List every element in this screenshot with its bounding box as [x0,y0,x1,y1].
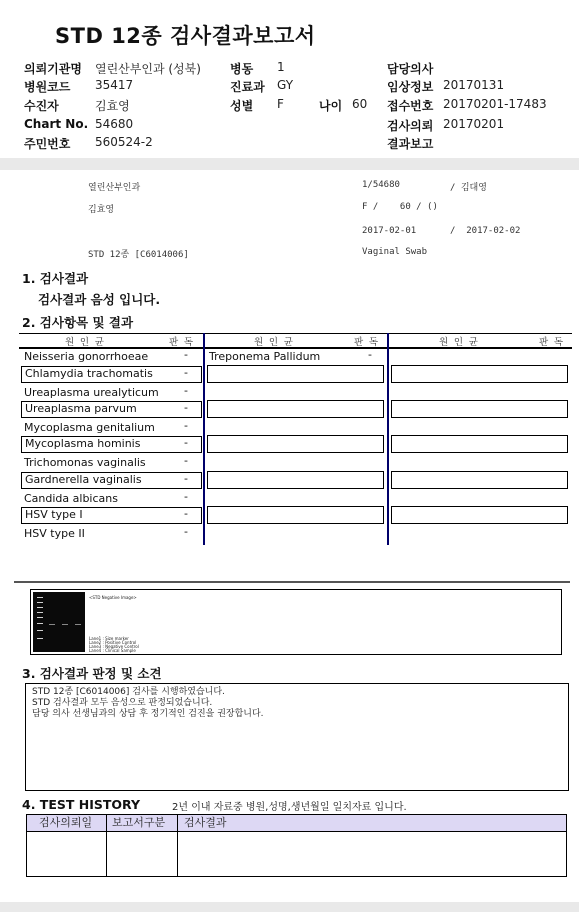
organism-row [24,456,146,469]
col-organism-2: 원 인 균 [254,337,293,348]
patient-value: 김효영 [95,99,130,113]
ward-label: 병동 [230,62,254,76]
empty-cell [207,471,384,489]
request-value: 20170201 [443,117,505,131]
section2-title: 2. 검사항목 및 결과 [22,315,134,330]
opinion-line: 담당 의사 선생님과의 상담 후 정기적인 검진을 권장합니다. [32,709,264,719]
gel-legend-item: Lane1 : Size marker [89,636,129,641]
hospital-code-value: 35417 [95,78,134,92]
column-divider [106,815,107,876]
sub-test-code: STD 12종 [C6014006] [88,250,189,260]
report-title: STD 12종 검사결과보고서 [55,24,316,48]
opinion-line: STD 12종 [C6014006] 검사를 시행하였습니다. [32,687,225,697]
patient-label: 수진자 [24,99,59,113]
empty-cell [391,471,568,489]
organism-name: Ureaplasma parvum [25,402,137,415]
section1-result: 검사결과 음성 입니다. [38,292,161,307]
history-table [26,814,567,877]
empty-cell [207,400,384,418]
organism-result: - [184,507,188,520]
gel-legend-item: Lane3 : Negative Control [89,644,139,649]
page-footer-band [0,902,579,912]
opinion-line: STD 검사결과 모두 음성으로 판정되었습니다. [32,698,213,708]
empty-cell [207,506,384,524]
sub-clinic: 열린산부인과 [88,183,141,193]
organism-row [209,350,320,363]
col-judgement-2: 판 독 [354,337,379,348]
clinical-label: 임상정보 [387,80,434,94]
page-separator [0,158,579,170]
organism-name: Chlamydia trachomatis [25,367,153,380]
chart-label: Chart No. [24,117,89,131]
hospital-code-label: 병원코드 [24,80,71,94]
organism-row [21,507,202,524]
age-label: 나이 [319,99,343,113]
receipt-value: 20170201-17483 [443,97,547,111]
column-divider [387,333,389,545]
organism-result: - [184,419,188,432]
ward-value: 1 [277,60,285,74]
section4-title: 4. TEST HISTORY [22,797,141,812]
organism-name: Treponema Pallidum [209,350,321,363]
organism-result: - [184,490,188,503]
clinical-value: 20170131 [443,78,505,92]
organism-name: HSV type I [25,508,83,521]
organism-result: - [368,348,372,361]
empty-cell [391,435,568,453]
sub-doctor: / 김대영 [450,183,487,193]
chart-value: 54680 [95,117,134,131]
dept-label: 진료과 [230,80,265,94]
sub-specimen: Vaginal Swab [362,247,428,257]
organism-name: Mycoplasma hominis [25,437,141,450]
organism-row [24,386,159,399]
organism-result: - [184,436,188,449]
institution-value: 열린산부인과 (성북) [95,62,201,76]
sub-chart-ref: 1/54680 [362,180,400,190]
col-judgement-3: 판 독 [539,337,564,348]
organism-row [21,472,202,489]
divider [14,581,570,583]
empty-cell [207,435,384,453]
organism-result: - [184,401,188,414]
section3-title: 3. 검사결과 판정 및 소견 [22,666,162,681]
gel-legend-item: Lane2 : Positive Control [89,640,137,645]
institution-label: 의뢰기관명 [24,62,82,76]
organism-name: HSV type II [24,527,85,540]
request-label: 검사의뢰 [387,119,434,133]
section1-title: 1. 검사결과 [22,271,89,286]
organism-result: - [184,384,188,397]
organism-table-header [19,333,572,349]
empty-cell [391,365,568,383]
organism-result: - [184,366,188,379]
gel-image-frame [30,589,562,655]
organism-row [24,350,148,363]
empty-cell [391,506,568,524]
organism-row [21,436,202,453]
organism-row [24,421,155,434]
col-organism-3: 원 인 균 [439,337,478,348]
col-judgement-1: 판 독 [169,337,194,348]
sex-value: F [277,97,284,111]
sub-date-from: 2017-02-01 [362,226,417,236]
organism-result: - [184,454,188,467]
organism-row [21,366,202,383]
organism-name: Mycoplasma genitalium [24,421,155,434]
empty-cell [207,365,384,383]
column-divider [177,815,178,876]
organism-name: Trichomonas vaginalis [24,456,146,469]
history-col-request-date: 검사의뢰일 [39,816,93,829]
opinion-box [25,683,569,791]
history-table-header [27,815,566,832]
organism-row [24,492,118,505]
organism-row [24,527,85,540]
receipt-label: 접수번호 [387,99,434,113]
gel-legend-item: Lane4 : Clinical Sample [89,648,136,653]
id-label: 주민번호 [24,137,71,151]
sex-label: 성별 [230,99,254,113]
history-note: 2년 이내 자료중 병원,성명,생년월일 일치자료 입니다. [172,802,407,813]
organism-result: - [184,525,188,538]
organism-name: Gardnerella vaginalis [25,473,142,486]
organism-name: Candida albicans [24,492,118,505]
history-col-report-type: 보고서구분 [112,816,166,829]
id-value: 560524-2 [95,135,153,149]
sub-date-to: / 2017-02-02 [450,226,521,236]
empty-cell [391,400,568,418]
dept-value: GY [277,78,294,92]
col-organism-1: 원 인 균 [65,337,104,348]
report-label: 결과보고 [387,137,434,151]
gel-caption: <STD Negative Image> [89,595,137,600]
gel-electrophoresis-image [33,592,85,652]
organism-name: Neisseria gonorrhoeae [24,350,149,363]
organism-result: - [184,472,188,485]
organism-name: Ureaplasma urealyticum [24,386,159,399]
organism-result: - [184,348,188,361]
sub-patient: 김효영 [88,205,115,215]
sub-sex-age: F / 60 / () [362,202,438,212]
age-value: 60 [352,97,368,111]
doctor-label: 담당의사 [387,62,434,76]
column-divider [203,333,205,545]
history-col-result: 검사결과 [184,816,227,829]
organism-row [21,401,202,418]
